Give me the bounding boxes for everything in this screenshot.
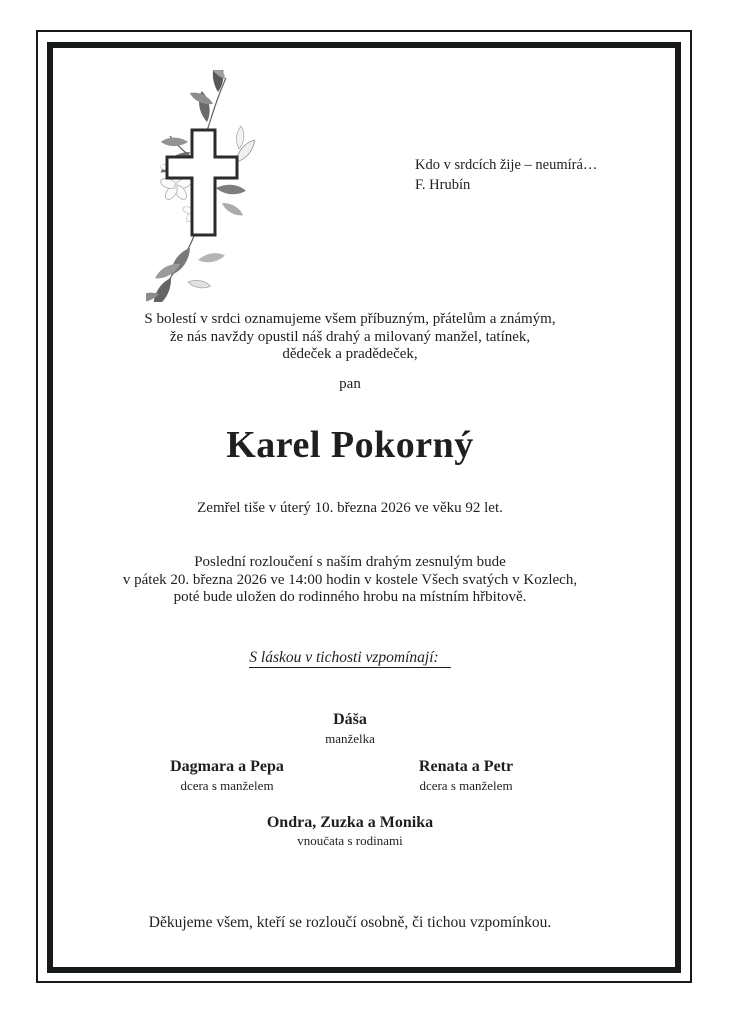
mourner-grandchildren-names: Ondra, Zuzka a Monika [266, 814, 434, 831]
mourner-daughter1-relation: dcera s manželem [180, 778, 274, 793]
deceased-name: Karel Pokorný [226, 424, 474, 466]
announcement-line-1: S bolestí v srdci oznamujeme všem příbuzným, přátelům a známým, [144, 311, 556, 327]
death-notice: Zemřel tiše v úterý 10. března 2026 ve věku 92 let. [197, 500, 503, 516]
remembrance-heading-text: S láskou v tichosti vzpomínají: [249, 649, 450, 668]
funeral-paragraph [0, 554, 700, 607]
mourner-daughter2-relation: dcera s manželem [419, 778, 513, 793]
closing-thanks: Děkujeme všem, kteří se rozloučí osobně, či tichou vzpomínkou. [148, 914, 552, 931]
mourner-wife-name: Dáša [333, 711, 367, 728]
epigraph [415, 155, 597, 195]
funeral-line-2: v pátek 20. března 2026 ve 14:00 hodin v kostele Všech svatých v Kozlech, [122, 571, 578, 588]
mourner-wife-relation: manželka [325, 731, 375, 746]
mourner-daughter1-name: Dagmara a Pepa [170, 758, 284, 775]
epigraph-author: F. Hrubín [415, 177, 471, 193]
funeral-line-1: Poslední rozloučení s naším drahým zesnulým bude [194, 554, 506, 570]
announcement-line-2: že nás navždy opustil náš drahý a milovaný manžel, tatínek, [169, 328, 531, 345]
mourner-daughter2-name: Renata a Petr [418, 758, 514, 775]
remembrance-heading [0, 649, 700, 667]
mourner-grandchildren-relation: vnoučata s rodinami [297, 833, 403, 848]
announcement-line-3: dědeček a pradědeček, [282, 346, 418, 362]
epigraph-text: Kdo v srdcích žije – neumírá… [415, 157, 598, 173]
funeral-line-3: poté bude uložen do rodinného hrobu na místním hřbitově. [173, 589, 527, 605]
announcement-paragraph [0, 311, 700, 364]
cross-with-flowers-icon [146, 70, 258, 302]
salutation: pan [339, 376, 361, 392]
